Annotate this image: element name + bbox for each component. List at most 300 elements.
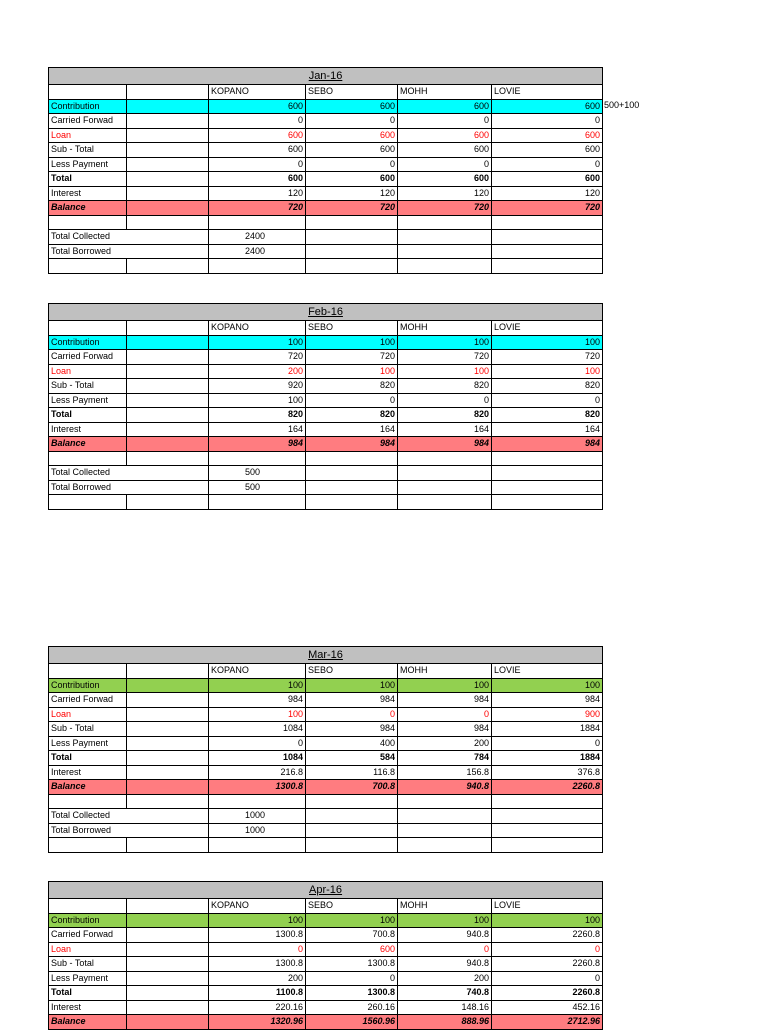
empty-cell xyxy=(306,466,398,481)
value-cell: 0 xyxy=(306,157,398,172)
empty-cell xyxy=(306,823,398,838)
row-label: Carried Forwad xyxy=(49,114,127,129)
empty-cell xyxy=(127,678,209,693)
empty-cell xyxy=(209,215,306,230)
value-cell: 600 xyxy=(398,172,492,187)
table-row xyxy=(49,751,603,766)
table-row xyxy=(49,186,603,201)
empty-cell xyxy=(127,928,209,943)
column-header xyxy=(127,321,209,336)
empty-cell xyxy=(306,451,398,466)
empty-cell xyxy=(127,1000,209,1015)
column-header xyxy=(49,899,127,914)
table-jan xyxy=(48,67,603,274)
empty-cell xyxy=(398,809,492,824)
value-cell: 0 xyxy=(398,707,492,722)
value-cell: 720 xyxy=(306,201,398,216)
empty-cell xyxy=(398,823,492,838)
empty-cell xyxy=(398,480,492,495)
column-header: KOPANO xyxy=(209,85,306,100)
value-cell: 0 xyxy=(398,393,492,408)
value-cell: 0 xyxy=(492,971,603,986)
value-cell: 100 xyxy=(306,364,398,379)
summary-row xyxy=(49,244,603,259)
empty-cell xyxy=(306,794,398,809)
row-label: Carried Forwad xyxy=(49,693,127,708)
empty-cell xyxy=(127,707,209,722)
value-cell: 0 xyxy=(306,393,398,408)
row-label: Less Payment xyxy=(49,393,127,408)
value-cell: 0 xyxy=(306,971,398,986)
summary-value: 2400 xyxy=(209,230,306,245)
column-header: MOHH xyxy=(398,664,492,679)
empty-cell xyxy=(492,244,603,259)
empty-cell xyxy=(127,215,209,230)
empty-cell xyxy=(49,259,127,274)
empty-cell xyxy=(492,451,603,466)
empty-cell xyxy=(127,186,209,201)
table-row xyxy=(49,379,603,394)
value-cell: 820 xyxy=(209,408,306,423)
value-cell: 1300.8 xyxy=(209,928,306,943)
value-cell: 784 xyxy=(398,751,492,766)
column-header xyxy=(127,85,209,100)
value-cell: 0 xyxy=(398,157,492,172)
row-label: Sub - Total xyxy=(49,957,127,972)
row-label: Balance xyxy=(49,437,127,452)
row-label: Total xyxy=(49,986,127,1001)
header-row xyxy=(49,85,603,100)
table-row xyxy=(49,913,603,928)
row-label: Contribution xyxy=(49,913,127,928)
ledger-table xyxy=(48,303,603,510)
row-label: Interest xyxy=(49,186,127,201)
table-row xyxy=(49,350,603,365)
table-row xyxy=(49,128,603,143)
empty-cell xyxy=(398,259,492,274)
row-label: Less Payment xyxy=(49,736,127,751)
empty-row xyxy=(49,259,603,274)
summary-label: Total Collected xyxy=(49,230,209,245)
empty-cell xyxy=(492,794,603,809)
value-cell: 600 xyxy=(209,172,306,187)
month-title: Jan-16 xyxy=(49,68,603,85)
value-cell: 2712.96 xyxy=(492,1015,603,1030)
table-row xyxy=(49,143,603,158)
value-cell: 700.8 xyxy=(306,928,398,943)
summary-row xyxy=(49,480,603,495)
value-cell: 100 xyxy=(306,678,398,693)
value-cell: 1100.8 xyxy=(209,986,306,1001)
empty-cell xyxy=(127,128,209,143)
value-cell: 200 xyxy=(209,364,306,379)
value-cell: 1560.96 xyxy=(306,1015,398,1030)
value-cell: 452.16 xyxy=(492,1000,603,1015)
empty-cell xyxy=(127,99,209,114)
summary-label: Total Collected xyxy=(49,809,209,824)
summary-label: Total Borrowed xyxy=(49,244,209,259)
row-label: Less Payment xyxy=(49,157,127,172)
empty-cell xyxy=(209,451,306,466)
table-row xyxy=(49,1015,603,1030)
column-header: SEBO xyxy=(306,664,398,679)
table-feb xyxy=(48,303,603,510)
value-cell: 600 xyxy=(306,128,398,143)
value-cell: 820 xyxy=(398,408,492,423)
empty-cell xyxy=(306,230,398,245)
empty-cell xyxy=(127,259,209,274)
value-cell: 0 xyxy=(306,114,398,129)
empty-cell xyxy=(127,942,209,957)
row-label: Sub - Total xyxy=(49,143,127,158)
table-row xyxy=(49,957,603,972)
empty-row xyxy=(49,215,603,230)
value-cell: 100 xyxy=(492,364,603,379)
empty-cell xyxy=(127,364,209,379)
summary-value: 2400 xyxy=(209,244,306,259)
value-cell: 164 xyxy=(306,422,398,437)
table-row xyxy=(49,437,603,452)
value-cell: 600 xyxy=(306,143,398,158)
value-cell: 200 xyxy=(209,971,306,986)
empty-cell xyxy=(492,809,603,824)
empty-cell xyxy=(127,794,209,809)
value-cell: 984 xyxy=(492,437,603,452)
side-note: 500+100 xyxy=(604,100,640,110)
value-cell: 984 xyxy=(398,722,492,737)
value-cell: 600 xyxy=(398,143,492,158)
value-cell: 100 xyxy=(492,678,603,693)
value-cell: 720 xyxy=(398,350,492,365)
value-cell: 0 xyxy=(209,942,306,957)
value-cell: 220.16 xyxy=(209,1000,306,1015)
empty-cell xyxy=(127,751,209,766)
column-header xyxy=(127,664,209,679)
empty-cell xyxy=(398,451,492,466)
column-header: LOVIE xyxy=(492,664,603,679)
empty-cell xyxy=(127,693,209,708)
row-label: Interest xyxy=(49,1000,127,1015)
value-cell: 120 xyxy=(306,186,398,201)
summary-row xyxy=(49,823,603,838)
empty-cell xyxy=(127,1015,209,1030)
empty-cell xyxy=(127,971,209,986)
empty-row xyxy=(49,838,603,853)
value-cell: 156.8 xyxy=(398,765,492,780)
column-header xyxy=(127,899,209,914)
value-cell: 164 xyxy=(492,422,603,437)
month-title: Mar-16 xyxy=(49,647,603,664)
empty-cell xyxy=(306,215,398,230)
empty-cell xyxy=(127,143,209,158)
empty-cell xyxy=(492,230,603,245)
table-title-row xyxy=(49,647,603,664)
empty-cell xyxy=(398,838,492,853)
value-cell: 940.8 xyxy=(398,928,492,943)
table-row xyxy=(49,364,603,379)
column-header: LOVIE xyxy=(492,899,603,914)
row-label: Sub - Total xyxy=(49,379,127,394)
summary-row xyxy=(49,230,603,245)
empty-cell xyxy=(398,495,492,510)
value-cell: 820 xyxy=(306,379,398,394)
empty-cell xyxy=(209,794,306,809)
value-cell: 600 xyxy=(306,172,398,187)
value-cell: 116.8 xyxy=(306,765,398,780)
ledger-table xyxy=(48,646,603,853)
column-header: LOVIE xyxy=(492,85,603,100)
value-cell: 984 xyxy=(492,693,603,708)
row-label: Balance xyxy=(49,1015,127,1030)
table-apr xyxy=(48,881,603,1030)
empty-cell xyxy=(49,794,127,809)
table-row xyxy=(49,928,603,943)
value-cell: 0 xyxy=(209,736,306,751)
value-cell: 100 xyxy=(398,335,492,350)
value-cell: 0 xyxy=(492,114,603,129)
value-cell: 984 xyxy=(398,693,492,708)
value-cell: 984 xyxy=(398,437,492,452)
value-cell: 600 xyxy=(492,172,603,187)
value-cell: 216.8 xyxy=(209,765,306,780)
value-cell: 920 xyxy=(209,379,306,394)
empty-cell xyxy=(398,244,492,259)
empty-cell xyxy=(49,495,127,510)
row-label: Loan xyxy=(49,707,127,722)
table-row xyxy=(49,114,603,129)
value-cell: 720 xyxy=(398,201,492,216)
summary-row xyxy=(49,466,603,481)
empty-cell xyxy=(127,114,209,129)
value-cell: 984 xyxy=(209,437,306,452)
value-cell: 600 xyxy=(398,99,492,114)
empty-cell xyxy=(306,495,398,510)
empty-cell xyxy=(306,838,398,853)
empty-row xyxy=(49,495,603,510)
value-cell: 984 xyxy=(306,722,398,737)
value-cell: 720 xyxy=(492,350,603,365)
value-cell: 888.96 xyxy=(398,1015,492,1030)
table-row xyxy=(49,678,603,693)
row-label: Contribution xyxy=(49,99,127,114)
summary-value: 1000 xyxy=(209,809,306,824)
table-row xyxy=(49,201,603,216)
table-row xyxy=(49,393,603,408)
summary-value: 500 xyxy=(209,480,306,495)
value-cell: 0 xyxy=(306,707,398,722)
value-cell: 120 xyxy=(209,186,306,201)
empty-cell xyxy=(492,466,603,481)
value-cell: 0 xyxy=(209,157,306,172)
summary-label: Total Borrowed xyxy=(49,823,209,838)
value-cell: 720 xyxy=(492,201,603,216)
table-row xyxy=(49,693,603,708)
empty-row xyxy=(49,451,603,466)
value-cell: 148.16 xyxy=(398,1000,492,1015)
table-title-row xyxy=(49,882,603,899)
column-header: SEBO xyxy=(306,85,398,100)
value-cell: 1300.8 xyxy=(306,957,398,972)
value-cell: 2260.8 xyxy=(492,986,603,1001)
value-cell: 1884 xyxy=(492,722,603,737)
value-cell: 600 xyxy=(398,128,492,143)
value-cell: 0 xyxy=(209,114,306,129)
value-cell: 900 xyxy=(492,707,603,722)
value-cell: 584 xyxy=(306,751,398,766)
empty-cell xyxy=(127,350,209,365)
empty-cell xyxy=(127,157,209,172)
value-cell: 1300.8 xyxy=(209,957,306,972)
ledger-table xyxy=(48,881,603,1030)
value-cell: 2260.8 xyxy=(492,928,603,943)
header-row xyxy=(49,321,603,336)
value-cell: 0 xyxy=(492,157,603,172)
empty-cell xyxy=(127,736,209,751)
table-mar xyxy=(48,646,603,853)
value-cell: 700.8 xyxy=(306,780,398,795)
empty-cell xyxy=(398,794,492,809)
table-row xyxy=(49,765,603,780)
empty-cell xyxy=(49,451,127,466)
value-cell: 100 xyxy=(209,393,306,408)
empty-cell xyxy=(306,244,398,259)
row-label: Sub - Total xyxy=(49,722,127,737)
value-cell: 1884 xyxy=(492,751,603,766)
empty-cell xyxy=(127,451,209,466)
table-row xyxy=(49,722,603,737)
empty-cell xyxy=(127,201,209,216)
empty-cell xyxy=(398,466,492,481)
empty-cell xyxy=(209,495,306,510)
empty-cell xyxy=(127,393,209,408)
table-row xyxy=(49,99,603,114)
value-cell: 2260.8 xyxy=(492,957,603,972)
empty-cell xyxy=(492,215,603,230)
empty-cell xyxy=(127,838,209,853)
value-cell: 984 xyxy=(306,693,398,708)
empty-row xyxy=(49,794,603,809)
table-row xyxy=(49,335,603,350)
table-title-row xyxy=(49,68,603,85)
table-row xyxy=(49,422,603,437)
empty-cell xyxy=(127,957,209,972)
value-cell: 100 xyxy=(398,364,492,379)
summary-label: Total Borrowed xyxy=(49,480,209,495)
column-header: KOPANO xyxy=(209,664,306,679)
empty-cell xyxy=(398,215,492,230)
empty-cell xyxy=(398,230,492,245)
month-title: Apr-16 xyxy=(49,882,603,899)
value-cell: 200 xyxy=(398,736,492,751)
summary-label: Total Collected xyxy=(49,466,209,481)
table-row xyxy=(49,736,603,751)
empty-cell xyxy=(127,722,209,737)
value-cell: 100 xyxy=(398,913,492,928)
value-cell: 100 xyxy=(492,913,603,928)
row-label: Loan xyxy=(49,364,127,379)
column-header: KOPANO xyxy=(209,321,306,336)
empty-cell xyxy=(49,838,127,853)
empty-cell xyxy=(127,172,209,187)
value-cell: 260.16 xyxy=(306,1000,398,1015)
value-cell: 200 xyxy=(398,971,492,986)
row-label: Balance xyxy=(49,201,127,216)
value-cell: 100 xyxy=(306,913,398,928)
value-cell: 100 xyxy=(209,335,306,350)
empty-cell xyxy=(127,408,209,423)
value-cell: 600 xyxy=(209,143,306,158)
value-cell: 740.8 xyxy=(398,986,492,1001)
empty-cell xyxy=(127,765,209,780)
empty-cell xyxy=(492,495,603,510)
table-row xyxy=(49,157,603,172)
value-cell: 1084 xyxy=(209,751,306,766)
row-label: Contribution xyxy=(49,335,127,350)
value-cell: 1320.96 xyxy=(209,1015,306,1030)
value-cell: 820 xyxy=(398,379,492,394)
column-header: MOHH xyxy=(398,321,492,336)
table-row xyxy=(49,408,603,423)
empty-cell xyxy=(49,215,127,230)
table-row xyxy=(49,971,603,986)
empty-cell xyxy=(127,780,209,795)
summary-value: 500 xyxy=(209,466,306,481)
value-cell: 164 xyxy=(398,422,492,437)
value-cell: 100 xyxy=(209,707,306,722)
empty-cell xyxy=(127,422,209,437)
table-title-row xyxy=(49,304,603,321)
value-cell: 100 xyxy=(492,335,603,350)
value-cell: 376.8 xyxy=(492,765,603,780)
row-label: Contribution xyxy=(49,678,127,693)
empty-cell xyxy=(492,838,603,853)
value-cell: 820 xyxy=(492,408,603,423)
table-row xyxy=(49,780,603,795)
value-cell: 600 xyxy=(492,143,603,158)
table-row xyxy=(49,942,603,957)
value-cell: 100 xyxy=(209,913,306,928)
empty-cell xyxy=(127,335,209,350)
column-header xyxy=(49,85,127,100)
value-cell: 1300.8 xyxy=(209,780,306,795)
empty-cell xyxy=(127,913,209,928)
empty-cell xyxy=(492,480,603,495)
value-cell: 120 xyxy=(398,186,492,201)
value-cell: 984 xyxy=(209,693,306,708)
value-cell: 100 xyxy=(398,678,492,693)
empty-cell xyxy=(306,809,398,824)
value-cell: 720 xyxy=(209,350,306,365)
value-cell: 820 xyxy=(492,379,603,394)
value-cell: 720 xyxy=(209,201,306,216)
value-cell: 600 xyxy=(209,128,306,143)
summary-row xyxy=(49,809,603,824)
value-cell: 940.8 xyxy=(398,957,492,972)
column-header: SEBO xyxy=(306,321,398,336)
header-row xyxy=(49,664,603,679)
empty-cell xyxy=(209,259,306,274)
value-cell: 100 xyxy=(306,335,398,350)
row-label: Balance xyxy=(49,780,127,795)
row-label: Carried Forwad xyxy=(49,350,127,365)
value-cell: 1084 xyxy=(209,722,306,737)
value-cell: 600 xyxy=(492,128,603,143)
value-cell: 100 xyxy=(209,678,306,693)
value-cell: 0 xyxy=(398,114,492,129)
table-row xyxy=(49,986,603,1001)
row-label: Total xyxy=(49,172,127,187)
table-row xyxy=(49,707,603,722)
